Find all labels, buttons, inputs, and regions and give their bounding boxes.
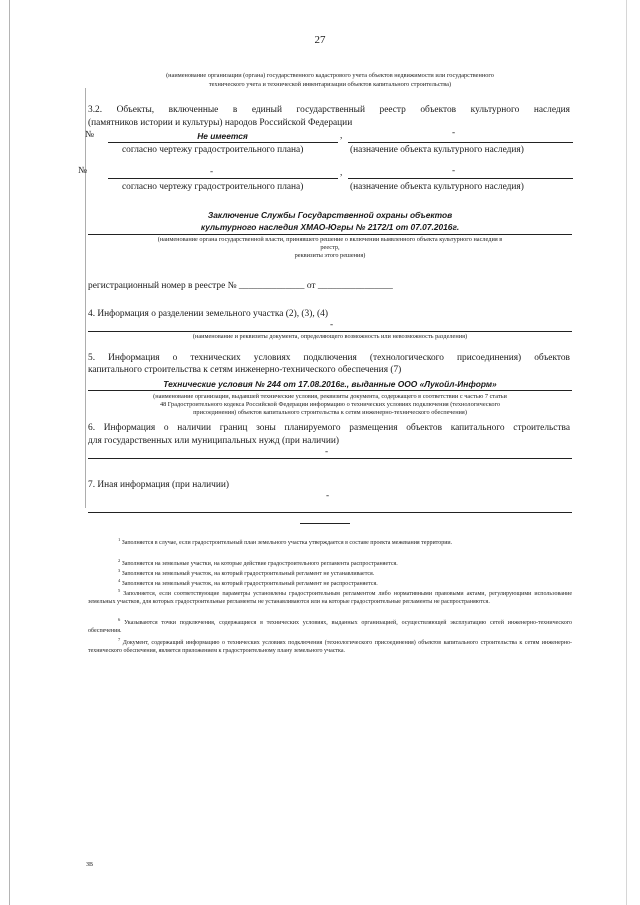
section-3-2-line-2: (памятников истории и культуры) народов Российской Федерации xyxy=(88,118,353,128)
conclusion-caption-line-1: (наименование органа государственной власти, принявшего решение о включении выявленного объекта культурного наследия в xyxy=(157,236,503,243)
footnote-6-text: Указываются точки подключения, содержащиеся в технических условиях, выданных организацией, осуществляющей эксплуатацию сетей инженерно-технического обеспечения. xyxy=(88,620,573,635)
header-caption-line-1: (наименование организации (органа) государственного кадастрового учета объектов недвижимости или государственного xyxy=(166,72,494,79)
row2-number-label: № xyxy=(78,166,87,176)
row2-dash: - xyxy=(452,166,456,176)
footnote-6 xyxy=(88,616,572,635)
row1-dash: - xyxy=(452,128,456,138)
section-4-rule xyxy=(88,331,572,332)
section-7-value: - xyxy=(326,491,330,501)
section-7-rule xyxy=(88,512,572,513)
footnote-2-marker: 2 xyxy=(118,558,121,563)
conclusion-caption-line-2: реестр, xyxy=(320,244,340,251)
section-6-value: - xyxy=(325,447,329,457)
conclusion-rule xyxy=(88,234,572,235)
footnote-7 xyxy=(88,636,572,655)
row2-caption-right: (назначение объекта культурного наследия) xyxy=(350,182,524,192)
footnote-4-marker: 4 xyxy=(118,578,121,583)
scan-edge-left xyxy=(9,0,10,905)
row2-rule-left xyxy=(108,178,338,179)
footnote-4-text: Заполняется на земельный участок, на который градостроительный регламент не распространяется. xyxy=(121,581,378,587)
row1-rule-right xyxy=(348,142,573,143)
section-7-title: 7. Иная информация (при наличии) xyxy=(88,480,230,490)
footnote-6-marker: 6 xyxy=(118,617,121,622)
row2-rule-right xyxy=(348,178,573,179)
row1-rule-left xyxy=(108,142,338,143)
row2-caption-left: согласно чертежу градостроительного плана) xyxy=(122,182,304,192)
section-4-title: 4. Информация о разделении земельного участка (2), (3), (4) xyxy=(88,309,328,319)
footnote-7-marker: 7 xyxy=(118,637,121,642)
section-5-caption-line-3: присоединения) объектов капитального строительства к сетям инженерно-технического обеспечения) xyxy=(193,409,467,416)
section-4-caption: (наименование и реквизиты документа, определяющего возможность или невозможность разделения) xyxy=(192,333,468,340)
corner-mark: ЗВ xyxy=(86,862,94,868)
footnote-5-text: Заполняется, если соответствующие параметры установлены градостроительным регламентом либо нормативными правовыми актами, регулирующими использование земельных участков, для которых градостроительные регламенты не устанавливаются или на которые градостроительные регламенты не распространяются. xyxy=(88,591,572,606)
footnote-1 xyxy=(88,536,572,547)
row1-caption-right: (назначение объекта культурного наследия) xyxy=(350,145,524,155)
scan-edge-left-inner xyxy=(85,88,86,508)
scan-edge-right xyxy=(626,0,627,905)
section-3-2-line-1: 3.2. Объекты, включенные в единый государственный реестр объектов культурного наследия xyxy=(88,105,570,115)
section-6-line-1: 6. Информация о наличии границ зоны планируемого размещения объектов капитального строительства xyxy=(88,423,570,433)
footnote-3-text: Заполняется на земельный участок, на который градостроительный регламент не устанавливается. xyxy=(121,571,375,577)
footnote-2-text: Заполняется на земельные участки, на которые действие градостроительного регламента распространяется. xyxy=(121,561,398,567)
footnote-separator xyxy=(300,523,350,524)
row2-comma: , xyxy=(340,168,343,178)
section-5-caption-line-2: 48 Градостроительного кодекса Российской Федерации информацию о технических условиях подключения (технологического xyxy=(159,401,501,408)
section-5-line-2: капитального строительства к сетям инженерно-технического обеспечения (7) xyxy=(88,365,402,375)
page-number: 27 xyxy=(314,34,326,46)
conclusion-line-1: Заключение Службы Государственной охраны объектов xyxy=(207,210,453,220)
row1-value: Не имеется xyxy=(197,131,248,141)
footnote-1-marker: 1 xyxy=(118,537,121,542)
row2-value: - xyxy=(210,167,214,177)
footnote-5 xyxy=(88,587,572,606)
conclusion-caption-line-3: реквизиты этого решения) xyxy=(294,252,366,259)
footnote-7-text: Документ, содержащий информацию о технических условиях подключения (технологического присоединения) объектов капитального строительства к сетям инженерно-технического обеспечения, является приложением к градостроительному плану земельного участка. xyxy=(88,640,572,655)
footnote-5-marker: 5 xyxy=(118,588,121,593)
section-6-line-2: для государственных или муниципальных нужд (при наличии) xyxy=(88,436,340,446)
row1-comma: , xyxy=(340,131,343,141)
row1-caption-left: согласно чертежу градостроительного плана) xyxy=(122,145,304,155)
section-5-caption-line-1: (наименование организации, выдавшей технические условия, реквизиты документа, содержащего в соответствии с частью 7 статьи xyxy=(153,393,507,400)
footnote-1-text: Заполняется в случае, если градостроительный план земельного участка утверждается в составе проекта межевания территории. xyxy=(121,540,453,546)
row1-number-label: № xyxy=(85,130,94,140)
header-caption-line-2: технического учета и технической инвентаризации объектов капитального строительства) xyxy=(208,81,452,88)
footnote-3-marker: 3 xyxy=(118,568,121,573)
section-5-rule xyxy=(88,390,572,391)
conclusion-line-2: культурного наследия ХМАО-Югры № 2172/1 от 07.07.2016г. xyxy=(200,222,460,232)
section-5-value: Технические условия № 244 от 17.08.2016г., выданные ООО «Лукойл-Информ» xyxy=(163,379,497,389)
section-5-line-1: 5. Информация о технических условиях подключения (технологического присоединения) объектов xyxy=(88,353,570,363)
registry-number: регистрационный номер в реестре № ______________ от ________________ xyxy=(88,281,393,291)
section-4-value: - xyxy=(330,320,334,330)
section-6-rule xyxy=(88,458,572,459)
